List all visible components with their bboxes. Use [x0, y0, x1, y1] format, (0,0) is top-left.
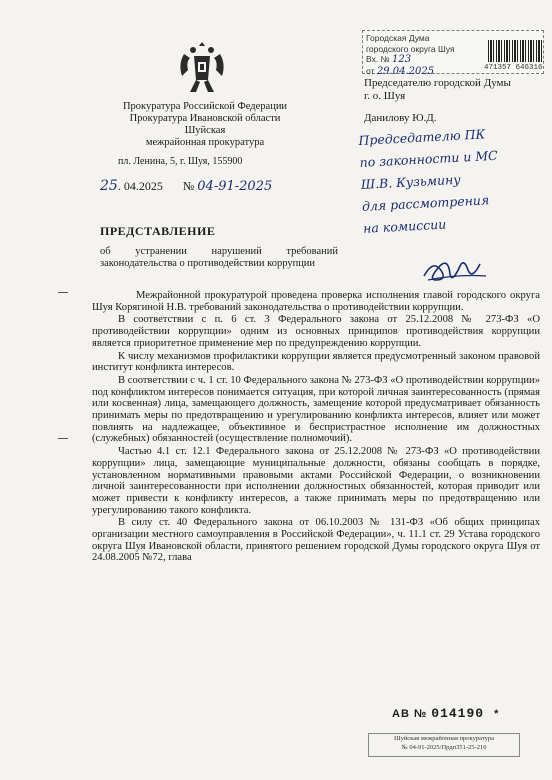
body-paragraph-2: В соответствии с п. 6 ст. 3 Федерального закона от 25.12.2008 № 273-ФЗ «О противодействии коррупции» одним из основных принципов противодействия коррупции является приоритетное применение мер по предупреждению коррупции.	[92, 314, 540, 349]
addressee-line-2: г. о. Шуя	[364, 90, 406, 102]
serial-number: 014190	[431, 706, 485, 721]
handwritten-signature	[420, 250, 490, 284]
body-paragraph-1: Межрайонной прокуратурой проведена проверка исполнения главой городского округа Шуя Корягиной Н.В. требований законодательства о противодействии коррупции.	[92, 290, 540, 313]
stamp-line-2: городского округа Шуя	[366, 43, 455, 54]
addressee-line-1: Председателю городской Думы	[364, 77, 511, 89]
stamp-line-1: Городская Дума	[366, 33, 430, 43]
outgoing-date-number	[100, 178, 272, 194]
serial-prefix: АВ №	[392, 708, 428, 720]
resolution-line-4: для рассмотрения	[361, 192, 490, 214]
body-paragraph-4: В соответствии с ч. 1 ст. 10 Федерального закона № 273-ФЗ «О противодействии коррупции» под конфликтом интересов понимается ситуация, при которой личная заинтересованность (прямая или косвенная) лица, замещающего должность, замещение которой предусматривает обязанность принимать меры по предотвращению и урегулированию конфликта интересов, влияет или может повлиять на надлежащее, объективное и беспристрастное исполнение им должностных (служебных) обязанностей (осуществление полномочий).	[92, 374, 540, 445]
stamp-in-no-label: Вх. №	[366, 54, 390, 64]
body-paragraph-3: К числу механизмов профилактики коррупции является предусмотренный законом правовой институт конфликта интересов.	[92, 350, 540, 374]
resolution-line-2: по законности и МС	[359, 147, 498, 170]
sender-line-3: Шуйская	[184, 125, 226, 136]
document-body	[92, 290, 540, 565]
reg-stamp-line-2: № 04-91-2025/Прдп351-25-210	[401, 744, 487, 751]
stamp-from-label: от	[366, 65, 375, 76]
sender-line-1: Прокуратура Российской Федерации	[122, 101, 288, 112]
prosecutor-registration-stamp	[368, 733, 520, 757]
sender-line-4: межрайонная прокуратура	[145, 137, 265, 148]
resolution-line-5: на комиссии	[362, 216, 447, 236]
outgoing-no-label: №	[182, 179, 195, 193]
stamp-date-value: 29.04.2025	[376, 65, 435, 77]
barcode-number: 471357 646316	[484, 64, 543, 72]
stamp-in-no-value: 123	[392, 54, 412, 65]
barcode	[488, 40, 542, 62]
date-month-year: . 04.2025	[117, 179, 163, 193]
form-serial-number	[392, 706, 499, 721]
date-day-handwritten: 25	[100, 178, 118, 194]
document-title: ПРЕДСТАВЛЕНИЕ	[100, 224, 216, 238]
margin-mark	[58, 292, 68, 293]
body-paragraph-5: Частью 4.1 ст. 12.1 Федерального закона от 25.12.2008 № 273-ФЗ «О противодействии коррупции» лица, замещающие муниципальные должности, обязаны сообщать в порядке, установленном нормативными правовыми актами Российской Федерации, о возникновении личной заинтересованности при исполнении должностных обязанностей, которая приводит или может привести к конфликту интересов, а также принимать меры по предотвращению или урегулированию такого конфликта.	[92, 446, 540, 516]
serial-star: *	[494, 708, 500, 720]
double-headed-eagle-emblem-icon	[176, 38, 228, 98]
reg-stamp-line-1: Шуйская межрайонная прокуратура	[394, 735, 494, 742]
resolution-line-1: Председателю ПК	[358, 126, 486, 148]
body-paragraph-6: В силу ст. 40 Федерального закона от 06.10.2003 № 131-ФЗ «Об общих принципах организации местного самоуправления в Российской Федерации», ч. 11.1 ст. 29 Устава городского округа Шуя Ивановской области, принятого решением городской Думы городского округа Шуя от 24.08.2005 №72, глава	[92, 517, 540, 564]
margin-mark	[58, 438, 68, 439]
addressee-name: Данилову Ю.Д.	[364, 112, 437, 124]
document-subject: об устранении нарушений требований законодательства о противодействии коррупции	[100, 246, 338, 269]
handwritten-resolution	[358, 120, 552, 240]
sender-line-2: Прокуратура Ивановской области	[129, 113, 281, 124]
outgoing-no-handwritten: 04-91-2025	[197, 179, 273, 194]
resolution-line-3: Ш.В. Кузьмину	[360, 171, 461, 192]
sender-address: пл. Ленина, 5, г. Шуя, 155900	[118, 156, 243, 167]
